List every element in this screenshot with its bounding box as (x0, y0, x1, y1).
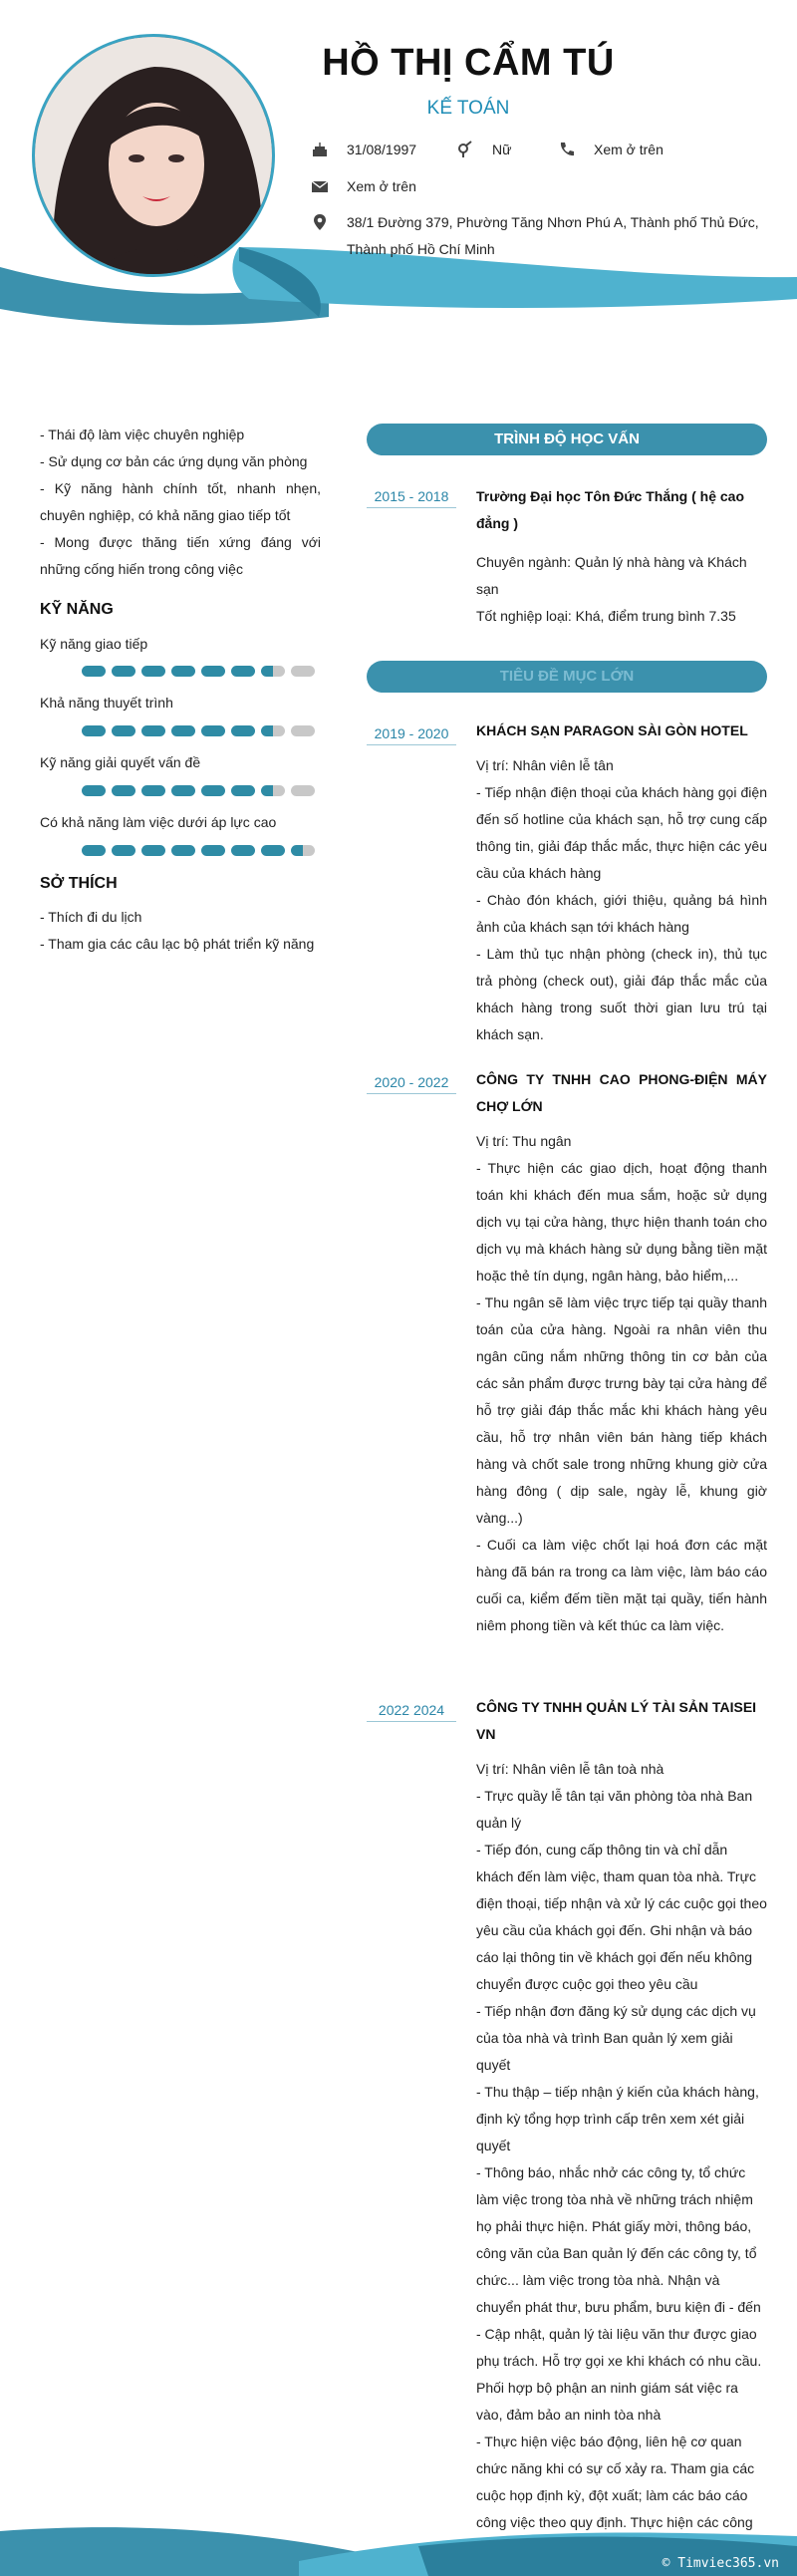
job-date: 2022 2024 (367, 1702, 456, 1722)
skill-dot (201, 666, 225, 677)
job-company: CÔNG TY TNHH CAO PHONG-ĐIỆN MÁY CHỢ LỚN (476, 1071, 767, 1114)
hobby-item: - Thích đi du lịch (40, 909, 142, 925)
skill-rating (82, 785, 315, 796)
job-company: CÔNG TY TNHH QUẢN LÝ TÀI SẢN TAISEI VN (476, 1699, 757, 1742)
job-company: KHÁCH SẠN PARAGON SÀI GÒN HOTEL (476, 722, 748, 738)
education-header: TRÌNH ĐỘ HỌC VẤN (367, 424, 767, 455)
skill-dot (261, 845, 285, 856)
candidate-role: KẾ TOÁN (426, 98, 510, 119)
job-entry (476, 717, 767, 1048)
avatar (32, 34, 275, 277)
watermark: © Timviec365.vn (662, 2556, 779, 2571)
skill-dot (112, 785, 135, 796)
skill-dot (141, 725, 165, 736)
skill-dot (291, 845, 315, 856)
address-row (311, 209, 759, 263)
job-detail: - Cuối ca làm việc chốt lại hoá đơn các mặt hàng đã bán ra trong ca làm việc, làm báo cáo cuối ca, kiểm đếm tiền mặt tại quầy, tiến hành niêm phong tiền và kết thúc ca làm việc. (476, 1537, 767, 1633)
skill-rating (82, 666, 315, 677)
job-date: 2020 - 2022 (367, 1074, 456, 1094)
job-detail: - Chào đón khách, giới thiệu, quảng bá hình ảnh của khách sạn tới khách hàng (476, 892, 767, 935)
job-entry (476, 1066, 767, 1639)
phone-row (558, 141, 664, 158)
skill-dot (231, 785, 255, 796)
skill-dot (201, 845, 225, 856)
candidate-name: HỒ THỊ CẨM TÚ (322, 42, 615, 84)
birthday-row (311, 141, 416, 158)
skill-rating (82, 725, 315, 736)
skill-dot (112, 725, 135, 736)
job-position: Vị trí: Nhân viên lễ tân (476, 757, 614, 773)
skill-dot (112, 845, 135, 856)
email-icon (311, 177, 329, 195)
education-major: Chuyên ngành: Quản lý nhà hàng và Khách sạn (476, 554, 747, 597)
address-line-1: 38/1 Đường 379, Phường Tăng Nhơn Phú A, Thành phố Thủ Đức, (347, 214, 759, 230)
job-detail: - Thu ngân sẽ làm việc trực tiếp tại quầy thanh toán của cửa hàng. Ngoài ra nhân viên thu ngân cũng nắm những thông tin cơ bản của các sản phẩm được trưng bày tại cửa hàng để hỗ trợ giải đáp thắc mắc khi khách hàng yêu cầu, hỗ trợ nhân viên bán hàng tiếp khách hàng và chốt sale trong những khung giờ cửa hàng đông ( dịp sale, ngày lễ, khung giờ vàng...) (476, 1294, 767, 1526)
job-date: 2019 - 2020 (367, 725, 456, 745)
skill-dot (201, 725, 225, 736)
gender-icon (456, 141, 474, 158)
skill-dot (231, 845, 255, 856)
job-position: Vị trí: Thu ngân (476, 1133, 572, 1149)
birthday-text: 31/08/1997 (347, 142, 417, 157)
job-entry (476, 1694, 767, 2563)
experience-header: TIÊU ĐỀ MỤC LỚN (367, 661, 767, 693)
skill-dot (261, 785, 285, 796)
skill-dot (261, 666, 285, 677)
job-detail: - Tiếp đón, cung cấp thông tin và chỉ dẫn khách đến làm việc, tham quan tòa nhà. Trực điện thoại, tiếp nhận và xử lý các cuộc gọi theo yêu cầu của khách gọi đến. Ghi nhận và báo cáo lại thông tin về khách gọi đến nếu không chuyển được cuộc gọi theo yêu cầu (476, 1842, 767, 1992)
gender-row (456, 141, 511, 158)
objective-item: - Thái độ làm việc chuyên nghiệp (40, 427, 245, 442)
hobbies-list (40, 904, 321, 958)
objectives-list (40, 422, 321, 583)
skill-dot (141, 785, 165, 796)
skill-dot (82, 725, 106, 736)
education-school: Trường Đại học Tôn Đức Thắng ( hệ cao đẳng ) (476, 488, 745, 531)
skill-dot (291, 785, 315, 796)
skill-dot (171, 785, 195, 796)
job-detail: - Cập nhật, quản lý tài liệu văn thư được giao phụ trách. Hỗ trợ gọi xe khi khách có nhu cầu. Phối hợp bộ phận an ninh giám sát việc ra vào, đảm bảo an ninh tòa nhà (476, 2326, 762, 2423)
job-detail: - Thu thập – tiếp nhận ý kiến của khách hàng, định kỳ tổng hợp trình cấp trên xem xét giải quyết (476, 2084, 759, 2153)
objective-item: - Kỹ năng hành chính tốt, nhanh nhẹn, chuyên nghiệp, có khả năng giao tiếp tốt (40, 480, 321, 523)
skill-rating (82, 845, 315, 856)
job-detail: - Thực hiện các giao dịch, hoạt động thanh toán khi khách đến mua sắm, hoặc sử dụng dịch vụ tại cửa hàng, thực hiện thanh toán cho dịch vụ mà khách hàng sử dụng bằng tiền mặt hoặc thẻ tín dụng, ngân hàng, bảo hiểm,... (476, 1160, 767, 1284)
hobbies-title: SỞ THÍCH (40, 875, 118, 892)
job-detail: - Tiếp nhận đơn đăng ký sử dụng các dịch vụ của tòa nhà và trình Ban quản lý xem giải quyết (476, 2003, 756, 2073)
job-position: Vị trí: Nhân viên lễ tân toà nhà (476, 1761, 664, 1777)
skill-label: Khả năng thuyết trình (40, 695, 173, 711)
skill-dot (141, 666, 165, 677)
skill-dot (171, 725, 195, 736)
email-row (311, 177, 416, 195)
gender-text: Nữ (492, 142, 512, 157)
skill-label: Kỹ năng giải quyết vấn đề (40, 754, 201, 770)
address-text (347, 209, 759, 263)
education-grade: Tốt nghiệp loại: Khá, điểm trung bình 7.35 (476, 608, 736, 624)
skills-title: KỸ NĂNG (40, 601, 114, 618)
skill-dot (171, 666, 195, 677)
skill-dot (231, 725, 255, 736)
objective-item: - Mong được thăng tiến xứng đáng với những cống hiến trong công việc (40, 534, 321, 577)
cake-icon (311, 141, 329, 158)
skill-dot (291, 666, 315, 677)
email-text: Xem ở trên (347, 178, 416, 194)
skill-label: Kỹ năng giao tiếp (40, 636, 148, 652)
skill-dot (231, 666, 255, 677)
skill-dot (141, 845, 165, 856)
job-detail: - Tiếp nhận điện thoại của khách hàng gọi điện đến số hotline của khách sạn, hỗ trợ cung cấp thông tin, giải đáp thắc mắc, thực hiện các yêu cầu của khách hàng (476, 784, 767, 881)
education-date: 2015 - 2018 (367, 488, 456, 508)
education-details (476, 483, 767, 630)
skill-dot (171, 845, 195, 856)
location-icon (311, 213, 329, 231)
phone-text: Xem ở trên (594, 142, 664, 157)
job-detail: - Trực quầy lễ tân tại văn phòng tòa nhà Ban quản lý (476, 1788, 753, 1831)
job-detail: - Làm thủ tục nhận phòng (check in), thủ tục trả phòng (check out), giải đáp thắc mắc của khách hàng trong suốt thời gian lưu trú tại khách sạn. (476, 946, 767, 1042)
address-line-2: Thành phố Hồ Chí Minh (347, 241, 495, 257)
skill-dot (261, 725, 285, 736)
hobby-item: - Tham gia các câu lạc bộ phát triển kỹ năng (40, 936, 315, 952)
objective-item: - Sử dụng cơ bản các ứng dụng văn phòng (40, 453, 308, 469)
skill-dot (112, 666, 135, 677)
skill-label: Có khả năng làm việc dưới áp lực cao (40, 814, 277, 830)
job-detail: - Thông báo, nhắc nhở các công ty, tổ chức làm việc trong tòa nhà về những trách nhiệm họ phải thực hiện. Phát giấy mời, thông báo, công văn của Ban quản lý đến các công ty, tổ chức... làm việc trong tòa nhà. Nhận và chuyển phát thư, bưu phẩm, bưu kiện đi - đến (476, 2164, 761, 2315)
skill-dot (201, 785, 225, 796)
skill-dot (82, 785, 106, 796)
skill-dot (82, 666, 106, 677)
skill-dot (291, 725, 315, 736)
job-detail: - Thực hiện việc báo động, liên hệ cơ quan chức năng khi có sự cố xảy ra. Tham gia các cuộc họp định kỳ, đột xuất; làm các báo cáo công việc theo quy định. Thực hiện các công (476, 2433, 755, 2530)
skill-dot (82, 845, 106, 856)
phone-icon (558, 141, 576, 158)
